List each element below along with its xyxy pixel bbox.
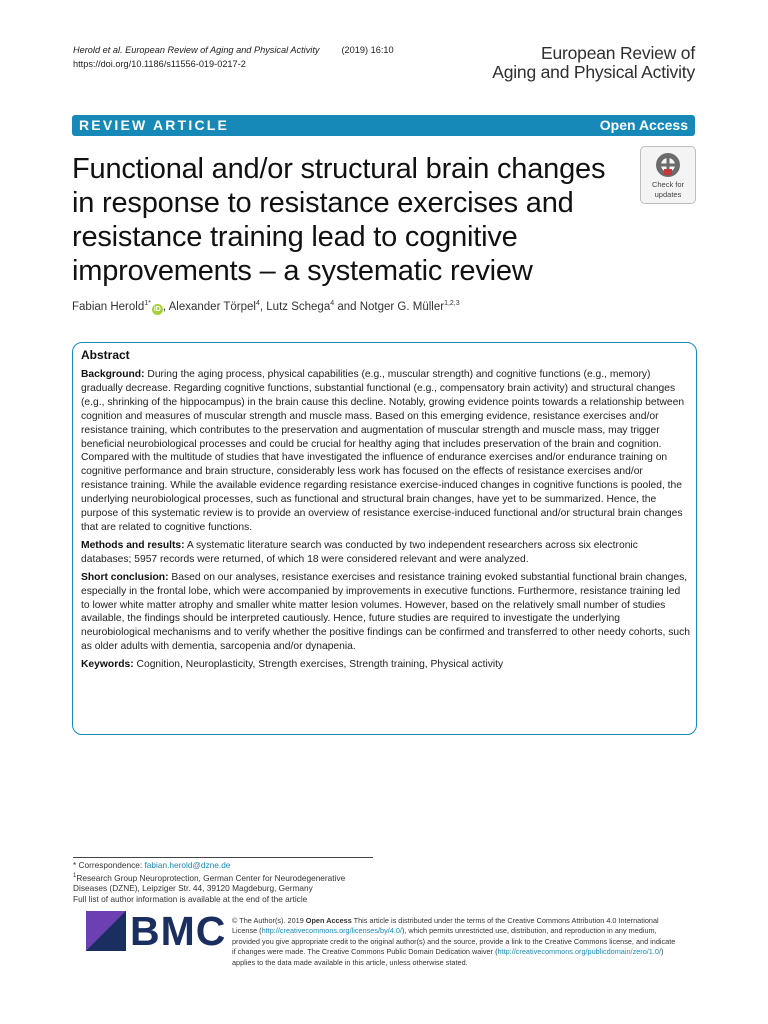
author-list bbox=[72, 300, 460, 315]
license-text-3: ) applies to the data made available in this article, unless otherwise stated. bbox=[232, 947, 664, 967]
author-name[interactable]: , Lutz Schega bbox=[259, 300, 331, 313]
bmc-logo-text: BMC bbox=[130, 908, 227, 954]
footnotes bbox=[73, 860, 345, 904]
background-label: Background: bbox=[81, 369, 145, 380]
author-info-note: Full list of author information is available at the end of the article bbox=[73, 893, 308, 904]
affiliation-line bbox=[73, 871, 345, 883]
author-affiliation-sup: 1* bbox=[144, 300, 151, 307]
license-statement bbox=[232, 916, 677, 968]
abstract-conclusion bbox=[81, 571, 690, 654]
author-affiliation-sup: 4 bbox=[255, 300, 260, 307]
journal-name-line2: Aging and Physical Activity bbox=[492, 62, 695, 82]
header-year: (2019) 16:10 bbox=[341, 45, 394, 55]
author-name[interactable]: and Notger G. Müller bbox=[334, 300, 445, 313]
abstract-methods bbox=[81, 539, 690, 567]
license-text-1: This article is distributed under the terms of the Creative Commons Attribution 4.0 International License ( bbox=[232, 916, 659, 936]
affiliation-text-2: Diseases (DZNE), Leipziger Str. 44, 39120 Magdeburg, Germany bbox=[73, 882, 313, 893]
affiliation-text-1: Research Group Neuroprotection, German Center for Neurodegenerative bbox=[76, 872, 346, 883]
article-type-banner bbox=[72, 115, 695, 136]
running-header bbox=[73, 44, 394, 71]
correspondence-email-link[interactable]: fabian.herold@dzne.de bbox=[144, 860, 231, 870]
keywords-label: Keywords: bbox=[81, 659, 134, 671]
methods-label: Methods and results: bbox=[81, 539, 185, 551]
author-name[interactable]: , Alexander Törpel bbox=[162, 300, 256, 313]
journal-name-line1: European Review of bbox=[541, 43, 695, 63]
open-access-label: Open Access bbox=[599, 117, 688, 133]
article-type-label: REVIEW ARTICLE bbox=[79, 117, 230, 133]
correspondence-line bbox=[73, 860, 345, 871]
journal-name bbox=[492, 44, 695, 82]
affiliation-sup: 1 bbox=[73, 872, 77, 879]
header-citation: Herold et al. European Review of Aging and Physical Activity bbox=[73, 45, 320, 55]
background-text: During the aging process, physical capabilities (e.g., muscular strength) and cognitive functions (e.g., memory) gradually decrease. Regarding cognitive functions, substantial functional (e.g., compensatory brain activity) and structural changes (e.g., shrinking of the hippocampus) in the brain cause this decline. Notably, growing evidence points towards a relationship between cognition and measures of muscular strength and muscle mass. Based on this emerging evidence, resistance exercises and/or resistance training, which contributes to the preservation and augmentation of muscular strength and muscle mass, may trigger beneficial neurobiological processes and could be crucial for healthy aging that includes preservation of the brain and cognition. Compared with the multitude of studies that have investigated the influence of endurance exercises and/or endurance training on cognitive performance and brain structure, considerably less work has focused on the effects of resistance exercises and/or resistance training. While the available evidence regarding resistance exercise-induced changes in cognitive functions is pooled, the underlying neurobiological processes, such as functional and structural brain changes, have yet to be summarized. Hence, the purpose of this systematic review is to provide an overview of resistance exercise-induced functional and/or structural brain changes that are related to cognitive functions. bbox=[81, 369, 685, 533]
license-url-by[interactable]: http://creativecommons.org/licenses/by/4.0/ bbox=[261, 926, 402, 936]
bmc-logo[interactable] bbox=[86, 908, 227, 954]
crossmark-icon bbox=[654, 151, 682, 179]
conclusion-label: Short conclusion: bbox=[81, 571, 169, 583]
license-prefix: © The Author(s). 2019 bbox=[232, 916, 304, 925]
correspondence-label: * Correspondence: bbox=[73, 860, 145, 870]
abstract-keywords bbox=[81, 658, 690, 672]
author-name[interactable]: Fabian Herold bbox=[72, 300, 145, 313]
license-text-2: ), which permits unrestricted use, distribution, and reproduction in any medium, provided you give appropriate credit to the original author(s) and the source, provide a link to the Creative Commons license, and indicate if changes were made. The Creative Commons Public Domain Dedication waiver ( bbox=[232, 926, 676, 957]
conclusion-text: Based on our analyses, resistance exercises and resistance training evoked substantial functional brain changes, especially in the frontal lobe, which were accompanied by improvements in executive functions. Furthermore, resistance training led to lower white matter atrophy and smaller white matter lesion volumes. However, based on the relatively small number of studies available, the findings should be interpreted cautiously. Hence, future studies are required to investigate the underlying neurobiological mechanisms and to verify whether the positive findings can be confirmed and transferred to other needy cohorts, such as older adults with dementia, sarcopenia and/or dynapenia. bbox=[81, 571, 690, 653]
article-title: Functional and/or structural brain changes in response to resistance exercises and resistance training lead to cognitive improvements – a systematic review bbox=[72, 153, 606, 287]
check-for-updates-line2: updates bbox=[654, 190, 682, 199]
abstract-box bbox=[72, 342, 697, 735]
keywords-text: Cognition, Neuroplasticity, Strength exercises, Strength training, Physical activity bbox=[136, 659, 504, 671]
abstract-heading: Abstract bbox=[81, 348, 130, 362]
methods-text: A systematic literature search was conducted by two independent researchers across six electronic databases; 5957 records were returned, of which 18 were considered relevant and were analyzed. bbox=[81, 539, 638, 565]
license-url-zero[interactable]: http://creativecommons.org/publicdomain/zero/1.0/ bbox=[497, 947, 661, 957]
check-for-updates-line1: Check for bbox=[651, 180, 685, 189]
check-for-updates-button[interactable] bbox=[640, 146, 696, 204]
orcid-icon[interactable]: iD bbox=[153, 305, 161, 313]
header-doi-link[interactable]: https://doi.org/10.1186/s11556-019-0217-2 bbox=[73, 58, 246, 69]
abstract-background bbox=[81, 368, 690, 535]
license-open-access: Open Access bbox=[305, 916, 352, 925]
footnote-divider bbox=[73, 857, 373, 858]
author-affiliation-sup: 1,2,3 bbox=[444, 300, 460, 307]
author-affiliation-sup: 4 bbox=[330, 300, 335, 307]
bmc-logo-icon bbox=[86, 911, 126, 951]
